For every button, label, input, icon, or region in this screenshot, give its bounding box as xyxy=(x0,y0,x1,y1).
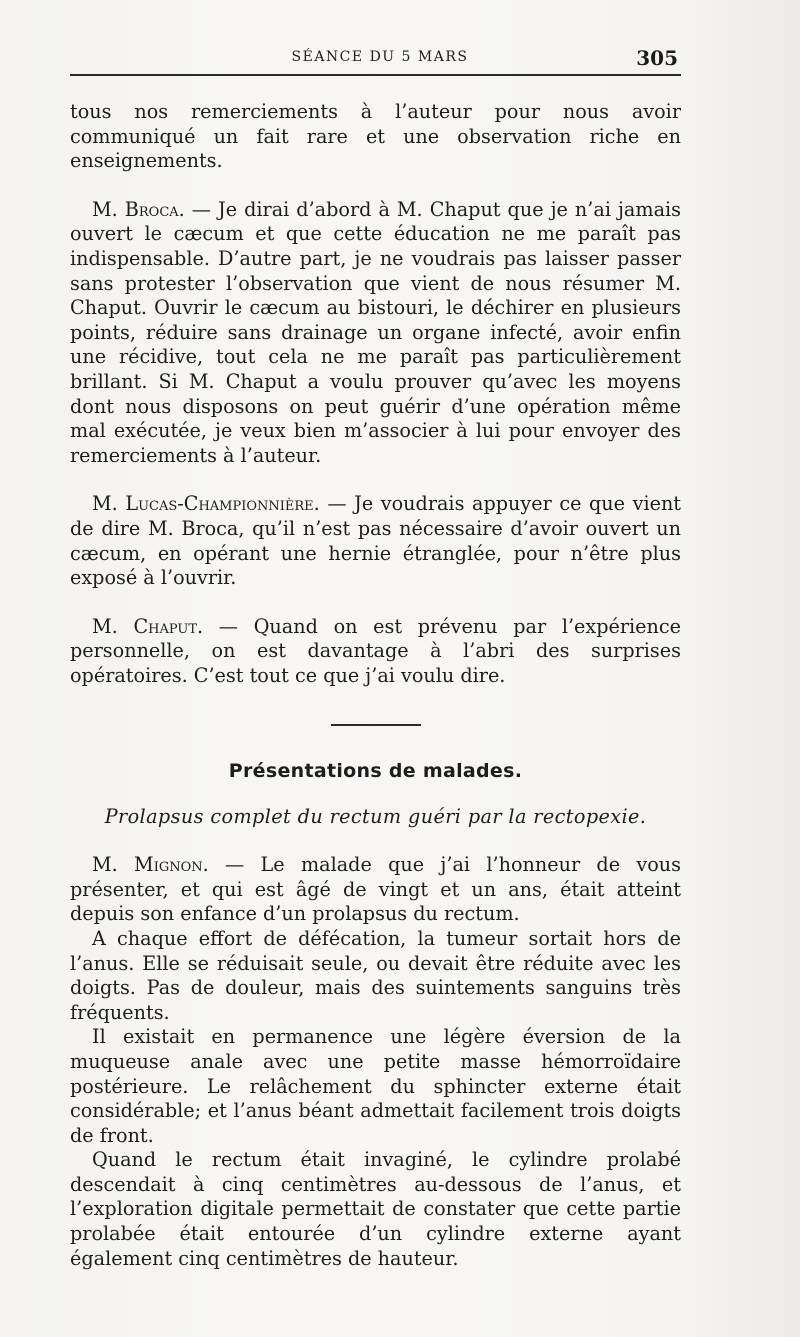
speaker-mignon: M. Mignon. xyxy=(92,853,209,877)
section-title: Présentations de malades. xyxy=(228,759,523,782)
speaker-broca: M. Broca. xyxy=(92,197,185,221)
remark-mignon: — Le malade que j’ai l’honneur de vous présenter, et qui est âgé de vingt et un ans, était atteint depuis son enfance d’un prolapsus du rectum. xyxy=(70,853,681,926)
running-title: SÉANCE DU 5 MARS xyxy=(291,49,469,65)
speaker-lucas-championniere: M. Lucas-Championnière. xyxy=(92,492,320,516)
paragraph-eversion: Il existait en permanence une légère éversion de la muqueuse anale avec une petite masse hémorroïdaire postérieure. Le relâchement du sphincter externe était considérable; et l’anus béant admettait facilement trois doigts de front. xyxy=(70,1025,681,1147)
page-number: 305 xyxy=(636,46,678,70)
paragraph-broca xyxy=(70,198,681,469)
paragraph-continuation: tous nos remerciements à l’auteur pour nous avoir communiqué un fait rare et une observation riche en enseignements. xyxy=(70,100,681,173)
running-head xyxy=(82,46,678,70)
paragraph-chaput xyxy=(70,615,681,689)
header-rule xyxy=(70,74,681,76)
section-divider xyxy=(331,724,421,726)
remark-chaput: — Quand on est prévenu par l’expérience personnelle, on est davantage à l’abri des surprises opératoires. C’est tout ce que j’ai voulu dire. xyxy=(70,614,681,687)
paragraph-invagination: Quand le rectum était invaginé, le cylindre prolabé descendait à cinq centimètres au-dessous de l’anus, et l’exploration digitale permettait de constater que cette partie prolabée était entourée d’un cylindre externe ayant également cinq centimètres de hauteur. xyxy=(70,1148,681,1270)
paragraph-lucas-championniere xyxy=(70,492,681,590)
remark-lucas-championniere: — Je voudrais appuyer ce que vient de dire M. Broca, qu’il n’est pas nécessaire d’avoir ouvert un cæcum, en opérant une hernie étranglée, pour n’être plus exposé à l’ouvrir. xyxy=(70,492,682,590)
speaker-chaput: M. Chaput. xyxy=(92,614,204,638)
paragraph-mignon xyxy=(70,853,681,927)
body-text xyxy=(70,100,681,1271)
section-subtitle: Prolapsus complet du rectum guéri par la rectopexie. xyxy=(104,804,647,828)
paragraph-defecation: A chaque effort de défécation, la tumeur sortait hors de l’anus. Elle se réduisait seule, ou devait être réduite avec les doigts. Pas de douleur, mais des suintements sanguins très fréquents. xyxy=(70,926,681,1024)
remark-broca: — Je dirai d’abord à M. Chaput que je n’ai jamais ouvert le cæcum et que cette éducation ne me paraît pas indispensable. D’autre part, je ne voudrais pas laisser passer sans protester l’observation que vient de nous résumer M. Chaput. Ouvrir le cæcum au bistouri, le déchirer en plusieurs points, réduire sans drainage un organe infecté, avoir enfin une récidive, tout cela ne me paraît pas particulièrement brillant. Si M. Chaput a voulu prouver qu’avec les moyens dont nous disposons on peut guérir d’une opération même mal exécutée, je veux bien m’associer à lui pour envoyer des remerciements à l’auteur. xyxy=(70,197,681,467)
